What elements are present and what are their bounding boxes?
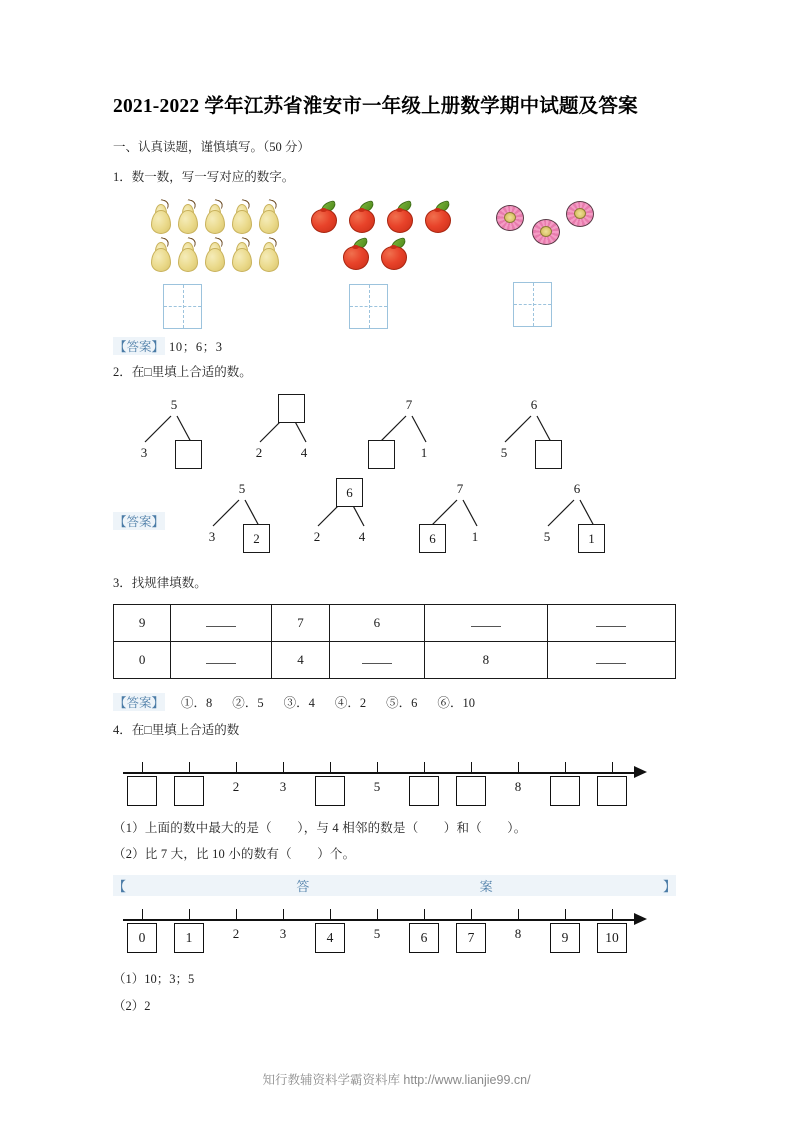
- answer-number-bond: [419, 482, 514, 554]
- flower-icon: [565, 200, 595, 229]
- number-line-label: 5: [373, 778, 381, 794]
- number-line-label: 3: [279, 926, 287, 942]
- answer-number-line-slot: [501, 923, 535, 945]
- number-line-slot: [266, 776, 300, 798]
- footer-watermark: 知行教辅资料学霸资料库 http://www.lianjie99.cn/: [262, 1073, 531, 1087]
- number-line-tick: [471, 909, 472, 920]
- bond-left-value: 3: [208, 529, 216, 545]
- bond-top-box[interactable]: 6: [336, 478, 363, 507]
- answer-item-list: [181, 693, 475, 711]
- bond-right-value: 4: [358, 529, 366, 545]
- answer-number-line-slot: [595, 923, 629, 953]
- number-line-slot: [360, 776, 394, 798]
- bond-left-box[interactable]: [368, 440, 395, 469]
- number-line-label: 8: [514, 778, 522, 794]
- number-line-arrow-icon: [634, 766, 647, 778]
- answer-number-line-slot: [548, 923, 582, 953]
- answer-label: 【答案】: [113, 693, 165, 711]
- pear-group: [147, 200, 282, 272]
- answer-number-bond: [306, 482, 401, 554]
- answer-number-bond: [201, 482, 296, 554]
- number-line-tick: [142, 909, 143, 920]
- question-4-answer-sub-1: （1）10；3；5: [113, 972, 195, 987]
- number-line-tick: [236, 909, 237, 920]
- answer-bracket-close: 】: [662, 879, 676, 895]
- number-line-tick: [283, 762, 284, 773]
- number-line-tick: [377, 762, 378, 773]
- answer-value: 10；6；3: [169, 339, 223, 354]
- bond-right-box[interactable]: [175, 440, 202, 469]
- number-line-slot: [501, 776, 535, 798]
- table-cell-blank[interactable]: [547, 642, 675, 679]
- pear-icon: [255, 238, 281, 272]
- number-line-input-box[interactable]: [315, 776, 345, 806]
- number-line-input-box[interactable]: [409, 776, 439, 806]
- number-line-label: 8: [514, 926, 522, 942]
- pear-icon: [201, 238, 227, 272]
- bond-top-value: 7: [405, 397, 413, 413]
- number-line-input-box[interactable]: [550, 776, 580, 806]
- number-line-input-box[interactable]: [174, 776, 204, 806]
- number-line-tick: [565, 762, 566, 773]
- question-2-bonds: [123, 398, 680, 470]
- bond-right-box[interactable]: 1: [578, 524, 605, 553]
- blank-line[interactable]: [596, 617, 626, 627]
- answer-item-mark: ④: [334, 696, 348, 711]
- apple-group: [308, 202, 460, 270]
- question-3-answer: [113, 693, 680, 711]
- answer-grid-apples[interactable]: [349, 284, 388, 329]
- pear-icon: [201, 200, 227, 234]
- bond-right-box[interactable]: 2: [243, 524, 270, 553]
- question-1-answer: [113, 337, 680, 355]
- answer-number-line-slot: [266, 923, 300, 945]
- number-line-tick: [236, 762, 237, 773]
- number-line-axis: [123, 772, 635, 774]
- answer-item-mark: ⑤: [386, 696, 399, 711]
- question-2-heading: 2．在□里填上合适的数。: [113, 364, 252, 379]
- bond-top-value: 7: [456, 481, 464, 497]
- answer-item: [232, 693, 263, 711]
- table-cell-value: 7: [272, 605, 329, 642]
- bond-right-box[interactable]: [535, 440, 562, 469]
- number-line-answer-box[interactable]: 10: [597, 923, 627, 953]
- number-line-tick: [189, 762, 190, 773]
- pear-icon: [228, 238, 254, 272]
- answer-item-mark: ②: [232, 696, 245, 711]
- number-bond: [493, 398, 588, 470]
- answer-item-value: ．6: [398, 696, 418, 711]
- number-line-label: 2: [232, 926, 240, 942]
- number-line-input-box[interactable]: [456, 776, 486, 806]
- bond-right-value: 1: [471, 529, 479, 545]
- pear-icon: [147, 238, 173, 272]
- number-bond: [368, 398, 463, 470]
- pear-icon: [174, 200, 200, 234]
- number-line-tick: [612, 762, 613, 773]
- answer-item-value: ．8: [193, 696, 213, 711]
- flower-icon: [531, 218, 561, 247]
- answer-item: [386, 693, 417, 711]
- bond-top-value: 5: [238, 481, 246, 497]
- blank-line[interactable]: [206, 617, 236, 627]
- pear-icon: [255, 200, 281, 234]
- bond-top-value: 5: [170, 397, 178, 413]
- pattern-table: [113, 604, 676, 679]
- fruit-row: [308, 202, 460, 233]
- answer-item: [335, 693, 366, 711]
- table-cell-value: 4: [272, 642, 329, 679]
- answer-number-line-slot: [407, 923, 441, 953]
- answer-number-line-slot: [454, 923, 488, 953]
- blank-line[interactable]: [471, 617, 501, 627]
- blank-line[interactable]: [362, 654, 392, 664]
- bond-left-value: 2: [255, 445, 263, 461]
- bond-right-value: 1: [420, 445, 428, 461]
- bond-left-value: 5: [500, 445, 508, 461]
- number-line-answer-box[interactable]: 1: [174, 923, 204, 953]
- answer-item: [437, 693, 475, 711]
- number-line-answer-box[interactable]: 4: [315, 923, 345, 953]
- answer-item: [284, 693, 315, 711]
- number-line-answer-box[interactable]: 0: [127, 923, 157, 953]
- apple-icon: [422, 202, 452, 233]
- number-line-tick: [330, 909, 331, 920]
- number-line-answer-box[interactable]: 7: [456, 923, 486, 953]
- number-line-tick: [424, 909, 425, 920]
- bond-top-value: 6: [530, 397, 538, 413]
- number-line-input-box[interactable]: [127, 776, 157, 806]
- apple-icon: [384, 202, 414, 233]
- answer-number-line-slot: [313, 923, 347, 953]
- answer-char-2: 案: [479, 879, 493, 895]
- fruit-row: [147, 200, 282, 234]
- pear-icon: [174, 238, 200, 272]
- table-cell-blank[interactable]: [425, 605, 548, 642]
- answer-item-mark: ①: [181, 696, 194, 711]
- answer-grid-pears[interactable]: [163, 284, 202, 329]
- answer-bonds: [191, 482, 680, 554]
- fruit-row: [340, 239, 460, 270]
- bond-left-box[interactable]: 6: [419, 524, 446, 553]
- question-2-answer: [113, 482, 680, 558]
- number-line-tick: [330, 762, 331, 773]
- question-1-heading: 1．数一数，写一写对应的数字。: [113, 169, 295, 184]
- apple-icon: [308, 202, 338, 233]
- number-line-tick: [565, 909, 566, 920]
- number-line-slot: [407, 776, 441, 806]
- table-cell-value: 8: [425, 642, 548, 679]
- number-line-slot: [454, 776, 488, 806]
- blank-line[interactable]: [596, 654, 626, 664]
- answer-item-mark: ⑥: [437, 696, 450, 711]
- answer-item-mark: ③: [283, 696, 297, 711]
- number-line-tick: [142, 762, 143, 773]
- number-line-tick: [424, 762, 425, 773]
- number-line-axis: [123, 919, 635, 921]
- question-1-figure: [113, 196, 680, 331]
- answer-item-value: ．4: [296, 696, 315, 711]
- bond-left-value: 5: [543, 529, 551, 545]
- blank-line[interactable]: [206, 654, 236, 664]
- number-bond: [133, 398, 228, 470]
- table-cell-blank[interactable]: [329, 642, 424, 679]
- page-content: [113, 88, 680, 1019]
- flower-group: [495, 200, 605, 270]
- answer-item: [181, 693, 212, 711]
- number-line-tick: [283, 909, 284, 920]
- table-row: [114, 605, 676, 642]
- answer-item-value: ．5: [244, 696, 264, 711]
- answer-banner: [113, 875, 676, 896]
- number-line-tick: [377, 909, 378, 920]
- table-cell-value: 0: [114, 642, 171, 679]
- pear-icon: [228, 200, 254, 234]
- number-line-slot: [548, 776, 582, 806]
- table-cell-value: 9: [114, 605, 171, 642]
- answer-number-bond: [536, 482, 631, 554]
- fruit-row: [147, 238, 282, 272]
- question-4-heading: 4．在□里填上合适的数: [113, 723, 240, 738]
- question-3-heading: 3．找规律填数。: [113, 576, 207, 591]
- bond-right-value: 4: [300, 445, 308, 461]
- apple-icon: [378, 239, 408, 270]
- number-line-slot: [172, 776, 206, 806]
- question-4-answer-sub-2: （2）2: [113, 998, 151, 1013]
- page-title: 2021-2022 学年江苏省淮安市一年级上册数学期中试题及答案: [113, 96, 638, 117]
- number-line-arrow-icon: [634, 913, 647, 925]
- bond-left-value: 3: [140, 445, 148, 461]
- answer-label: 【答案】: [113, 337, 165, 355]
- number-line-label: 2: [232, 778, 240, 794]
- answer-number-line-slot: [125, 923, 159, 953]
- bond-left-value: 2: [313, 529, 321, 545]
- answer-grid-flowers[interactable]: [513, 282, 552, 327]
- pear-icon: [147, 200, 173, 234]
- number-bond: [248, 398, 343, 470]
- number-line-input-box[interactable]: [597, 776, 627, 806]
- answer-number-line-slot: [360, 923, 394, 945]
- answer-bracket-open: 【: [113, 879, 127, 895]
- bond-top-value: 6: [573, 481, 581, 497]
- apple-icon: [340, 239, 370, 270]
- number-line-tick: [189, 909, 190, 920]
- table-cell-blank[interactable]: [547, 605, 675, 642]
- question-4-sub-1: （1）上面的数中最大的是（ ），与 4 相邻的数是（ ）和（ ）。: [113, 820, 527, 835]
- number-line-answer-box[interactable]: 9: [550, 923, 580, 953]
- answer-char-1: 答: [296, 879, 310, 895]
- section-heading: 一、认真读题，谨慎填写。（50 分）: [113, 140, 310, 155]
- number-line-answer-box[interactable]: 6: [409, 923, 439, 953]
- answer-item-value: ．2: [347, 696, 367, 711]
- number-line-tick: [518, 762, 519, 773]
- table-cell-blank[interactable]: [171, 642, 272, 679]
- apple-icon: [346, 202, 376, 233]
- answer-number-line: [113, 902, 676, 960]
- number-line-tick: [518, 909, 519, 920]
- answer-item-value: ．10: [449, 696, 475, 711]
- number-line-label: 5: [373, 926, 381, 942]
- question-4-sub-2: （2）比 7 大，比 10 小的数有（ ）个。: [113, 847, 356, 862]
- answer-number-line-slot: [219, 923, 253, 945]
- bond-top-box[interactable]: [278, 394, 305, 423]
- number-line-slot: [125, 776, 159, 806]
- table-row: [114, 642, 676, 679]
- answer-label: 【答案】: [113, 512, 165, 530]
- number-line-slot: [595, 776, 629, 806]
- question-number-line: [113, 755, 676, 813]
- number-line-label: 3: [279, 778, 287, 794]
- number-line-tick: [612, 909, 613, 920]
- number-line-slot: [219, 776, 253, 798]
- flower-icon: [495, 204, 525, 233]
- number-line-slot: [313, 776, 347, 806]
- table-cell-value: 6: [329, 605, 424, 642]
- answer-number-line-slot: [172, 923, 206, 953]
- table-cell-blank[interactable]: [171, 605, 272, 642]
- number-line-tick: [471, 762, 472, 773]
